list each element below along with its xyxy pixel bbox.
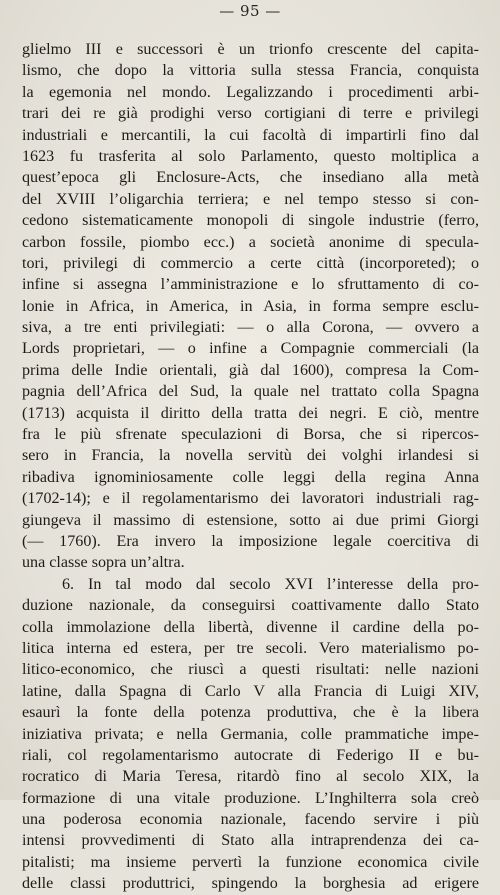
text-line: sero in Francia, la novella servitù dei volghi irlandesi si [22, 447, 479, 465]
page-number: — 95 — [219, 2, 281, 20]
text-line: cedono sistematicamente monopoli di singole industrie (ferro, [22, 212, 479, 230]
text-line: Lords proprietari, — o infine a Compagnie commerciali (la [22, 340, 479, 358]
text-line: 1623 fu trasferita al solo Parlamento, questo moltiplica a [22, 147, 479, 165]
text-line: siva, a tre enti privilegiati: — o alla Corona, — ovvero a [22, 319, 479, 337]
text-line: glielmo III e successori è un trionfo crescente del capita- [22, 41, 479, 58]
section-6-start-line: 6. In tal modo dal secolo XVI l’interesse della pro- [62, 575, 479, 593]
text-line: latine, dalla Spagna di Carlo V alla Francia di Luigi XIV, [22, 682, 479, 700]
text-line: quest’epoca gli Enclosure-Acts, che insediano alla metà [22, 169, 479, 187]
text-line: esaurì la fonte della potenza produttiva, che è la libera [22, 704, 479, 722]
text-line: ribadiva ignominiosamente colle leggi della regina Anna [22, 468, 479, 486]
text-line: (1713) acquista il diritto della tratta dei negri. E ciò, mentre [22, 404, 479, 422]
text-line: infine si assegna l’amministrazione e lo sfruttamento di co- [22, 276, 479, 294]
text-line: litica interna ed estera, per tre secoli. Vero materialismo po- [22, 639, 479, 657]
text-line: rocratico di Maria Teresa, ritardò fino al secolo XIX, la [22, 768, 479, 786]
text-line: formazione di una vitale produzione. L’Inghilterra sola creò [22, 789, 479, 807]
text-line: duzione nazionale, da conseguirsi coattivamente dallo Stato [22, 597, 479, 615]
text-line: del XVIII l’oligarchia terriera; e nel tempo stesso si con- [22, 190, 479, 208]
text-line: riali, col regolamentarismo autocrate di Federigo II e bu- [22, 746, 479, 764]
text-line: fra le più sfrenate speculazioni di Borsa, che si ripercos- [22, 426, 479, 444]
body-text [22, 39, 479, 895]
text-line: trari dei re già prodighi verso cortigiani di terre e privilegi [22, 105, 479, 123]
text-line: giungeva il massimo di estensione, sotto ai due primi Giorgi [22, 511, 479, 529]
text-line: industriali e mercantili, la cui facoltà di impartirli fino dal [22, 126, 479, 144]
text-line: tori, privilegi di commercio a certe città (incorporeted); o [22, 254, 479, 272]
text-line: prima delle Indie orientali, già dal 1600), compresa la Com- [22, 361, 479, 379]
text-line: (— 1760). Era invero la imposizione legale coercitiva di [22, 532, 479, 550]
text-line: colla immolazione della libertà, divenne il cardine della po- [22, 618, 479, 636]
text-line: la egemonia nel mondo. Legalizzando i procedimenti arbi- [22, 83, 479, 101]
text-line: lismo, che dopo la vittoria sulla stessa Francia, conquista [22, 62, 479, 80]
text-line: una poderosa economia nazionale, facendo servire i più [22, 811, 479, 829]
text-line: iniziativa privata; e nella Germania, colle prammatiche impe- [22, 725, 479, 743]
text-line: delle classi produttrici, spingendo la borghesia ad erigere [22, 875, 479, 893]
text-line: carbon fossile, piombo ecc.) a società anonime di specula- [22, 233, 479, 251]
text-line: litico-economico, che riuscì a questi risultati: nelle nazioni [22, 661, 479, 679]
text-line: pagnia dell’Africa del Sud, la quale nel trattato colla Spagna [22, 383, 479, 401]
paragraph-end-line: una classe sopra un’altra. [22, 554, 185, 572]
text-line: (1702-14); e il regolamentarismo dei lavoratori industriali rag- [22, 490, 479, 508]
text-line: lonie in Africa, in America, in Asia, in forma sempre esclu- [22, 297, 479, 315]
text-line: pitalisti; ma insieme pervertì la funzione economica civile [22, 853, 479, 871]
text-line: intensi provvedimenti di Stato alla intraprendenza dei ca- [22, 832, 479, 850]
